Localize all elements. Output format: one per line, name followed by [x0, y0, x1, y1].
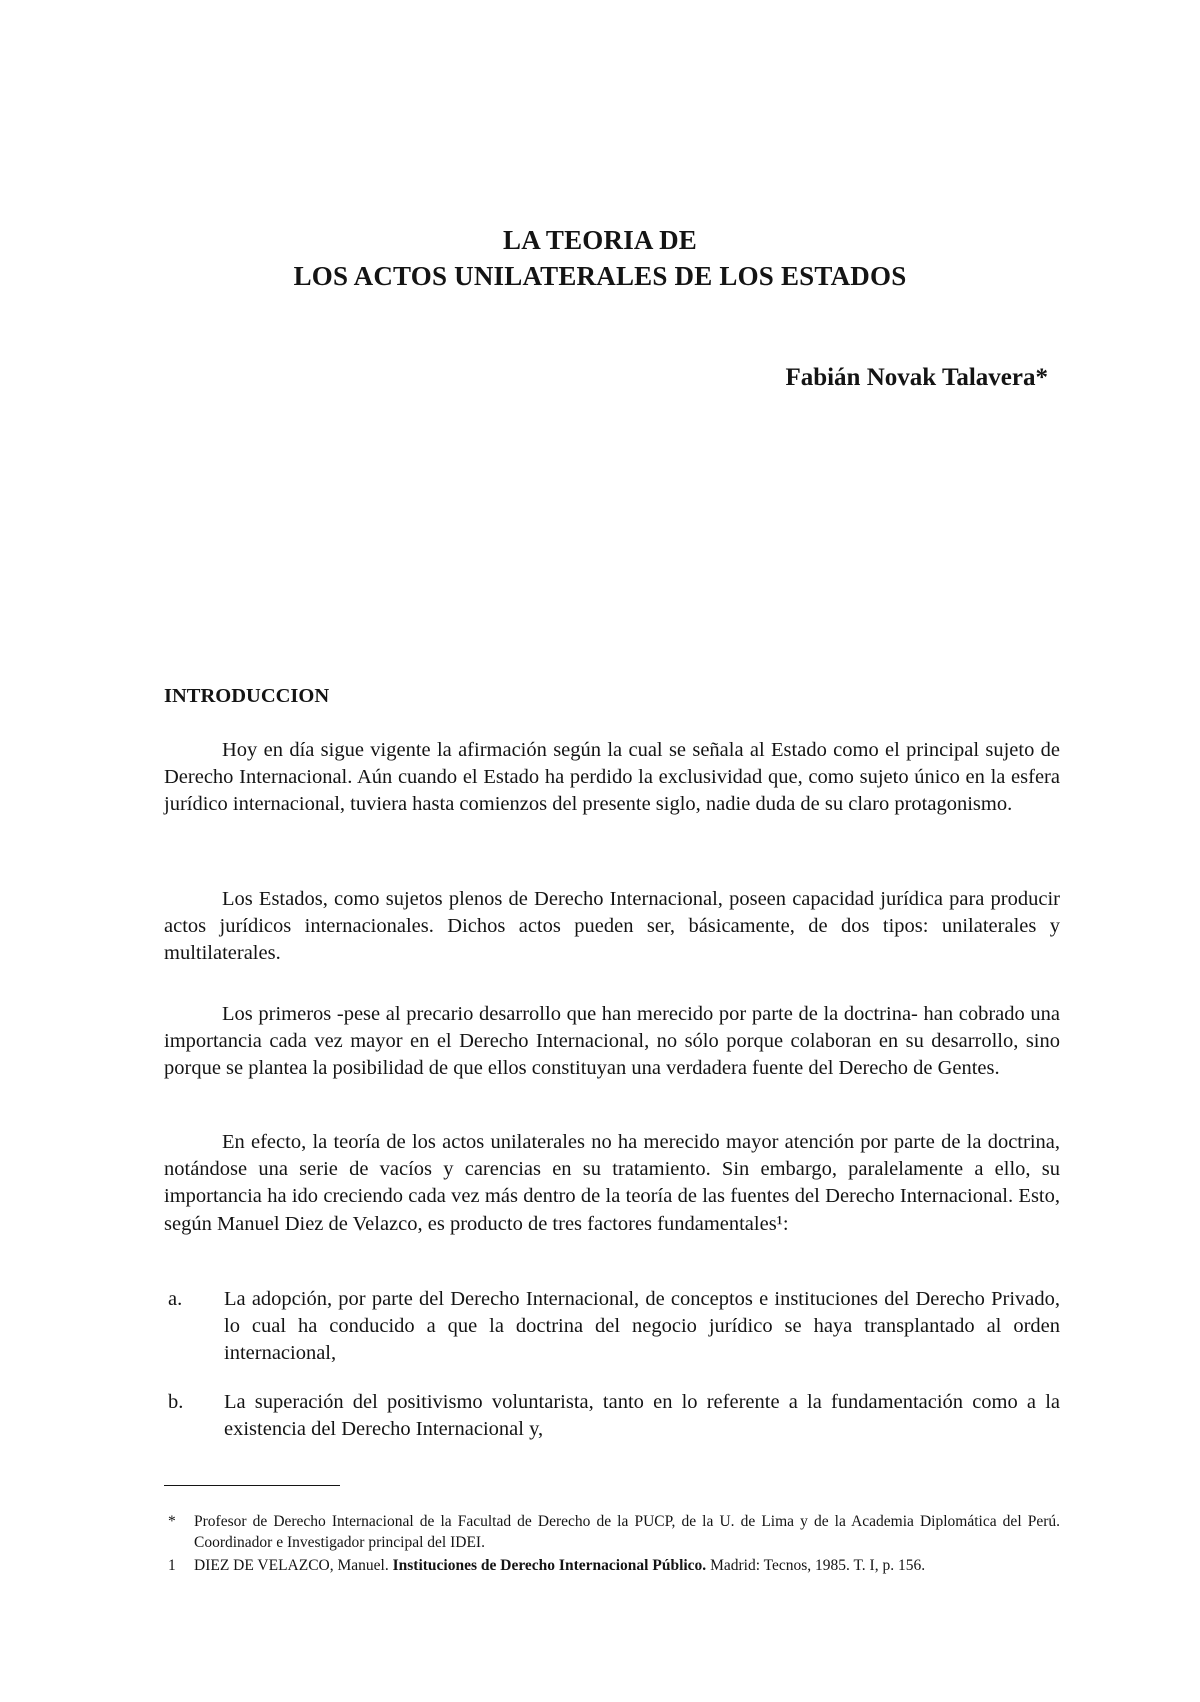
paragraph	[164, 886, 1060, 968]
section-heading: INTRODUCCION	[164, 685, 330, 707]
title-line-1: LA TEORIA DE	[503, 225, 697, 255]
paragraph	[164, 1001, 1060, 1083]
article-title	[0, 222, 1200, 294]
footnote-details: Madrid: Tecnos, 1985. T. I, p. 156.	[710, 1557, 926, 1574]
footnote-text	[194, 1555, 1060, 1576]
footnote-separator	[164, 1485, 340, 1486]
paragraph-text: Los Estados, como sujetos plenos de Derecho Internacional, poseen capacidad jurídica para producir actos jurídicos internacionales. Dichos actos pueden ser, básicamente, de dos tipos: unilaterales y multilaterales.	[164, 888, 1060, 965]
paragraph	[164, 737, 1060, 819]
title-line-2: LOS ACTOS UNILATERALES DE LOS ESTADOS	[293, 261, 907, 291]
list-item-text: La superación del positivismo voluntarista, tanto en lo referente a la fundamentación como a la existencia del Derecho Internacional y,	[224, 1391, 1060, 1441]
paragraph	[164, 1129, 1060, 1238]
footnote-author: DIEZ DE VELAZCO, Manuel.	[194, 1557, 389, 1574]
footnote-marker: *	[168, 1513, 176, 1530]
author-name: Fabián Novak Talavera*	[785, 364, 1048, 391]
paragraph-text: Los primeros -pese al precario desarrollo que han merecido por parte de la doctrina- han cobrado una importancia cada vez mayor en el Derecho Internacional, no sólo porque colaboran en su desarrollo, sino porque se plantea la posibilidad de que ellos constituyan una verdadera fuente del Derecho de Gentes.	[164, 1003, 1060, 1080]
footnote-work-title: Instituciones de Derecho Internacional Público.	[392, 1557, 707, 1574]
list-item-text: La adopción, por parte del Derecho Internacional, de conceptos e instituciones del Derecho Privado, lo cual ha conducido a que la doctrina del negocio jurídico se haya transplantado al orden internacional,	[224, 1288, 1060, 1365]
list-marker: a.	[168, 1288, 183, 1310]
list-marker: b.	[168, 1391, 184, 1413]
paragraph-text: Hoy en día sigue vigente la afirmación según la cual se señala al Estado como el principal sujeto de Derecho Internacional. Aún cuando el Estado ha perdido la exclusividad que, como sujeto único en la esfera jurídico internacional, tuviera hasta comienzos del presente siglo, nadie duda de su claro protagonismo.	[164, 739, 1060, 816]
footnote-text: Profesor de Derecho Internacional de la Facultad de Derecho de la PUCP, de la U. de Lima y de la Academia Diplomática del Perú. Coordinador e Investigador principal del IDEI.	[194, 1513, 1060, 1551]
paragraph-text: En efecto, la teoría de los actos unilaterales no ha merecido mayor atención por parte de la doctrina, notándose una serie de vacíos y carencias en su tratamiento. Sin embargo, paralelamente a ello, su importancia ha ido creciendo cada vez más dentro de la teoría de las fuentes del Derecho Internacional. Esto, según Manuel Diez de Velazco, es producto de tres factores fundamentales¹:	[164, 1131, 1060, 1235]
footnote-marker: 1	[168, 1557, 176, 1574]
